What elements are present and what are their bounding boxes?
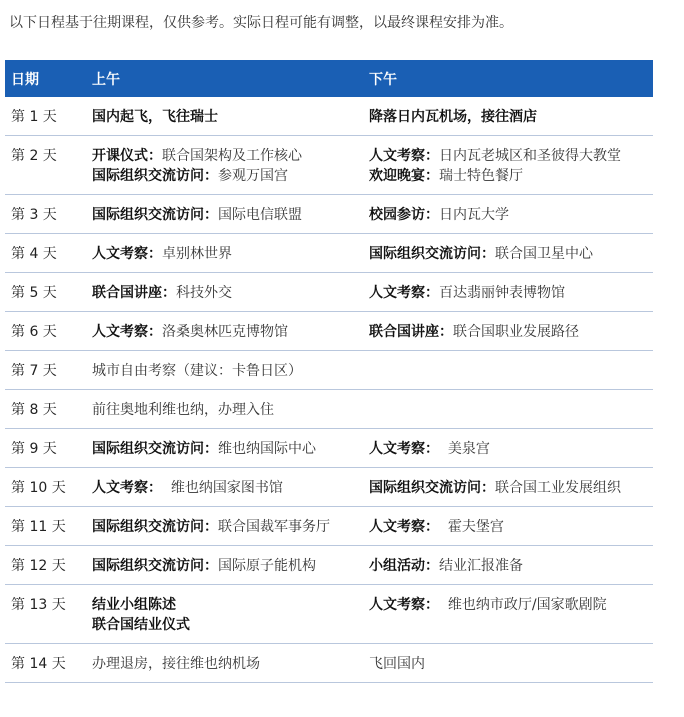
activity-detail: 联合国裁军事务厅 (218, 519, 330, 535)
activity-detail: 结业汇报准备 (439, 558, 523, 574)
table-row (5, 273, 653, 312)
day-cell: 第 2 天 (5, 136, 86, 195)
header-pm: 下午 (369, 71, 397, 88)
activity-line (92, 439, 363, 459)
pm-cell (363, 546, 653, 585)
activity-detail: 办理退房，接往维也纳机场 (92, 656, 260, 672)
table-row (5, 546, 653, 585)
activity-line (92, 654, 363, 674)
activity-label: 国际组织交流访问： (369, 480, 495, 496)
activity-label: 人文考察： (92, 246, 162, 262)
activity-detail: 联合国卫星中心 (495, 246, 593, 262)
am-cell (86, 97, 363, 136)
activity-detail: 联合国工业发展组织 (495, 480, 621, 496)
activity-line (92, 517, 363, 537)
activity-line (369, 146, 653, 166)
activity-detail: 日内瓦老城区和圣彼得大教堂 (439, 148, 621, 164)
am-cell (86, 273, 363, 312)
activity-detail: 城市自由考察（建议：卡鲁日区） (92, 363, 302, 379)
activity-line (369, 322, 653, 342)
activity-detail: 联合国职业发展路径 (453, 324, 579, 340)
activity-label: 联合国讲座： (369, 324, 453, 340)
activity-label: 人文考察： (369, 597, 439, 613)
pm-cell (363, 273, 653, 312)
table-row (5, 195, 653, 234)
pm-cell (363, 585, 653, 644)
day-cell: 第 10 天 (5, 468, 86, 507)
pm-cell (363, 234, 653, 273)
am-cell (86, 429, 363, 468)
table-row (5, 351, 653, 390)
activity-label: 联合国讲座： (92, 285, 176, 301)
header-day: 日期 (11, 71, 39, 88)
activity-label: 降落日内瓦机场，接往酒店 (369, 109, 537, 125)
day-cell: 第 3 天 (5, 195, 86, 234)
activity-detail: 美泉宫 (439, 441, 490, 457)
activity-detail: 维也纳国际中心 (218, 441, 316, 457)
pm-cell (363, 507, 653, 546)
activity-label: 人文考察： (92, 480, 162, 496)
activity-label: 国际组织交流访问： (92, 519, 218, 535)
activity-detail: 日内瓦大学 (439, 207, 509, 223)
am-cell (86, 468, 363, 507)
activity-label: 人文考察： (369, 148, 439, 164)
day-cell: 第 12 天 (5, 546, 86, 585)
am-cell (86, 351, 363, 390)
activity-line (92, 107, 363, 127)
table-row (5, 234, 653, 273)
activity-detail: 国际电信联盟 (218, 207, 302, 223)
pm-cell (363, 195, 653, 234)
table-row (5, 468, 653, 507)
activity-label: 人文考察： (369, 519, 439, 535)
activity-label: 国际组织交流访问： (369, 246, 495, 262)
pm-cell (363, 644, 653, 683)
am-cell (86, 136, 363, 195)
day-cell: 第 7 天 (5, 351, 86, 390)
activity-line (92, 205, 363, 225)
table-row (5, 429, 653, 468)
schedule-table (5, 60, 653, 683)
activity-label: 校园参访： (369, 207, 439, 223)
activity-line (92, 166, 363, 186)
am-cell (86, 390, 363, 429)
activity-line (369, 595, 653, 615)
pm-cell (363, 351, 653, 390)
activity-detail: 卓别林世界 (162, 246, 232, 262)
activity-detail: 百达翡丽钟表博物馆 (439, 285, 565, 301)
pm-cell (363, 136, 653, 195)
activity-detail: 国际原子能机构 (218, 558, 316, 574)
activity-label: 小组活动： (369, 558, 439, 574)
pm-cell (363, 429, 653, 468)
activity-label: 人文考察： (92, 324, 162, 340)
activity-detail: 飞回国内 (369, 656, 425, 672)
activity-line (92, 400, 363, 420)
day-cell: 第 6 天 (5, 312, 86, 351)
activity-line (369, 244, 653, 264)
activity-label: 开课仪式： (92, 148, 162, 164)
table-body (5, 97, 653, 683)
day-cell: 第 11 天 (5, 507, 86, 546)
activity-label: 联合国结业仪式 (92, 617, 190, 633)
activity-line (369, 478, 653, 498)
day-cell: 第 14 天 (5, 644, 86, 683)
activity-label: 国际组织交流访问： (92, 441, 218, 457)
activity-line (92, 361, 363, 381)
intro-note: 以下日程基于往期课程，仅供参考。实际日程可能有调整，以最终课程安排为准。 (9, 15, 513, 31)
activity-line (369, 205, 653, 225)
activity-line (369, 283, 653, 303)
activity-label: 国际组织交流访问： (92, 168, 218, 184)
activity-detail: 洛桑奥林匹克博物馆 (162, 324, 288, 340)
day-cell: 第 13 天 (5, 585, 86, 644)
activity-line (92, 283, 363, 303)
header-row (5, 60, 653, 97)
activity-line (369, 556, 653, 576)
activity-detail: 前往奥地利维也纳，办理入住 (92, 402, 274, 418)
pm-cell (363, 468, 653, 507)
activity-line (92, 244, 363, 264)
day-cell: 第 5 天 (5, 273, 86, 312)
activity-line (92, 322, 363, 342)
day-cell: 第 1 天 (5, 97, 86, 136)
activity-line (92, 595, 363, 615)
am-cell (86, 312, 363, 351)
am-cell (86, 195, 363, 234)
activity-label: 国际组织交流访问： (92, 207, 218, 223)
activity-line (369, 166, 653, 186)
table-row (5, 507, 653, 546)
am-cell (86, 546, 363, 585)
activity-label: 人文考察： (369, 441, 439, 457)
activity-label: 欢迎晚宴： (369, 168, 439, 184)
activity-label: 国内起飞，飞往瑞士 (92, 109, 218, 125)
activity-detail: 联合国架构及工作核心 (162, 148, 302, 164)
activity-detail: 瑞士特色餐厅 (439, 168, 523, 184)
table-row (5, 312, 653, 351)
activity-detail: 科技外交 (176, 285, 232, 301)
day-cell: 第 9 天 (5, 429, 86, 468)
activity-label: 人文考察： (369, 285, 439, 301)
table-row (5, 136, 653, 195)
activity-line (92, 478, 363, 498)
activity-line (369, 654, 653, 674)
activity-detail: 维也纳国家图书馆 (162, 480, 283, 496)
am-cell (86, 507, 363, 546)
am-cell (86, 234, 363, 273)
day-cell: 第 4 天 (5, 234, 86, 273)
activity-label: 结业小组陈述 (92, 597, 176, 613)
table-row (5, 390, 653, 429)
activity-line (92, 615, 363, 635)
table-row (5, 585, 653, 644)
table-row (5, 644, 653, 683)
activity-label: 国际组织交流访问： (92, 558, 218, 574)
header-am: 上午 (92, 71, 120, 88)
activity-line (369, 439, 653, 459)
am-cell (86, 644, 363, 683)
table-row (5, 97, 653, 136)
activity-line (369, 107, 653, 127)
activity-detail: 霍夫堡宫 (439, 519, 504, 535)
activity-detail: 参观万国宫 (218, 168, 288, 184)
pm-cell (363, 312, 653, 351)
activity-detail: 维也纳市政厅/国家歌剧院 (439, 597, 607, 613)
pm-cell (363, 390, 653, 429)
activity-line (92, 146, 363, 166)
table-header (5, 60, 653, 97)
am-cell (86, 585, 363, 644)
activity-line (369, 517, 653, 537)
day-cell: 第 8 天 (5, 390, 86, 429)
activity-line (92, 556, 363, 576)
pm-cell (363, 97, 653, 136)
